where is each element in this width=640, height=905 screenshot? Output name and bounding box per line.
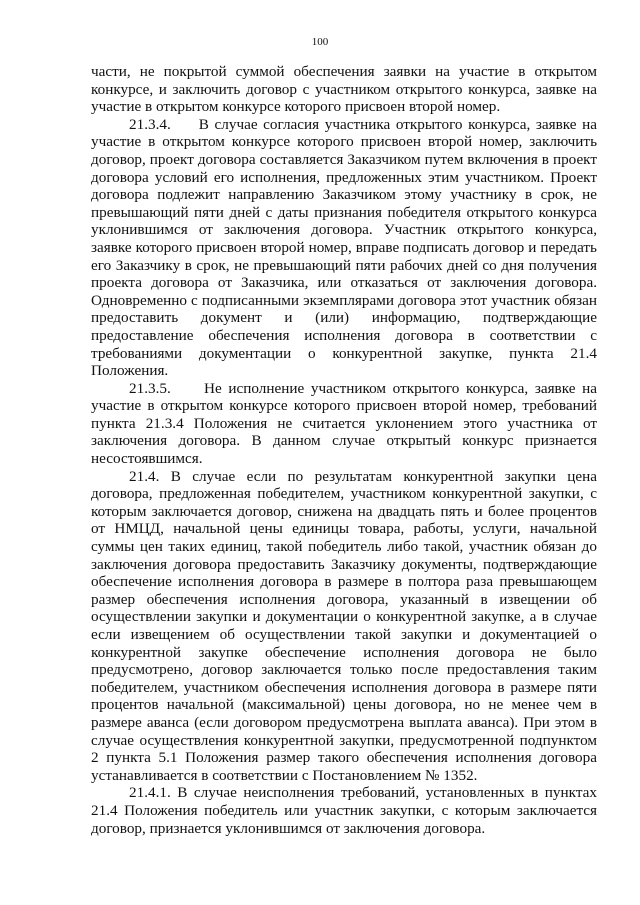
paragraph-21-3-5: 21.3.5. Не исполнение участником открытого конкурса, заявке на участие в открытом конкурсе которого присвоен второй номер, требований пункта 21.3.4 Положения не считается уклонением этого участника от заключения договора. В данном случае открытый конкурс признается несостоявшимся. xyxy=(91,379,597,468)
paragraph-continuation: части, не покрытой суммой обеспечения заявки на участие в открытом конкурсе, и заключить договор с участником открытого конкурса, заявке на участие в открытом конкурсе которого присвоен второй номер. xyxy=(91,63,597,116)
paragraph-21-4-1: 21.4.1. В случае неисполнения требований, установленных в пунктах 21.4 Положения победитель или участник закупки, с которым заключается договор, признается уклонившимся от заключения договора. xyxy=(91,784,597,837)
document-body xyxy=(91,63,597,837)
paragraph-21-4: 21.4. В случае если по результатам конкурентной закупки цена договора, предложенная победителем, участником конкурентной закупки, с которым заключается договор, снижена на двадцать пять и более процентов от НМЦД, начальной цены единицы товара, работы, услуги, начальной суммы цен таких единиц, такой победитель либо такой, участник обязан до заключения договора предоставить Заказчику документы, подтверждающие обеспечение исполнения договора в размере в полтора раза превышающем размер обеспечения исполнения договора, указанный в извещении об осуществлении закупки и документации о конкурентной закупке, а в случае если извещением об осуществлении такой закупки и документацией о конкурентной закупке обеспечение исполнения договора не было предусмотрено, договор заключается только после предоставления таким победителем, участником обеспечения исполнения договора в размере пяти процентов начальной (максимальной) цены договора, но не менее чем в размере аванса (если договором предусмотрена выплата аванса). При этом в случае осуществления конкурентной закупки, предусмотренной подпунктом 2 пункта 5.1 Положения размер такого обеспечения исполнения договора устанавливается в соответствии с Постановлением № 1352. xyxy=(91,467,597,784)
paragraph-21-3-4: 21.3.4. В случае согласия участника открытого конкурса, заявке на участие в открытом конкурсе которого присвоен второй номер, заключить договор, проект договора составляется Заказчиком путем включения в проект договора условий его исполнения, предложенных этим участником. Проект договора подлежит направлению Заказчиком этому участнику в срок, не превышающий пяти дней с даты признания победителя открытого конкурса уклонившимся от заключения договора. Участник открытого конкурса, заявке которого присвоен второй номер, вправе подписать договор и передать его Заказчику в срок, не превышающий пяти рабочих дней со дня получения проекта договора от Заказчика, или отказаться от заключения договора. Одновременно с подписанными экземплярами договора этот участник обязан предоставить документ и (или) информацию, подтверждающие предоставление обеспечения исполнения договора в соответствии с требованиями документации о конкурентной закупке, пункта 21.4 Положения. xyxy=(91,115,597,380)
page-number: 100 xyxy=(311,36,329,48)
